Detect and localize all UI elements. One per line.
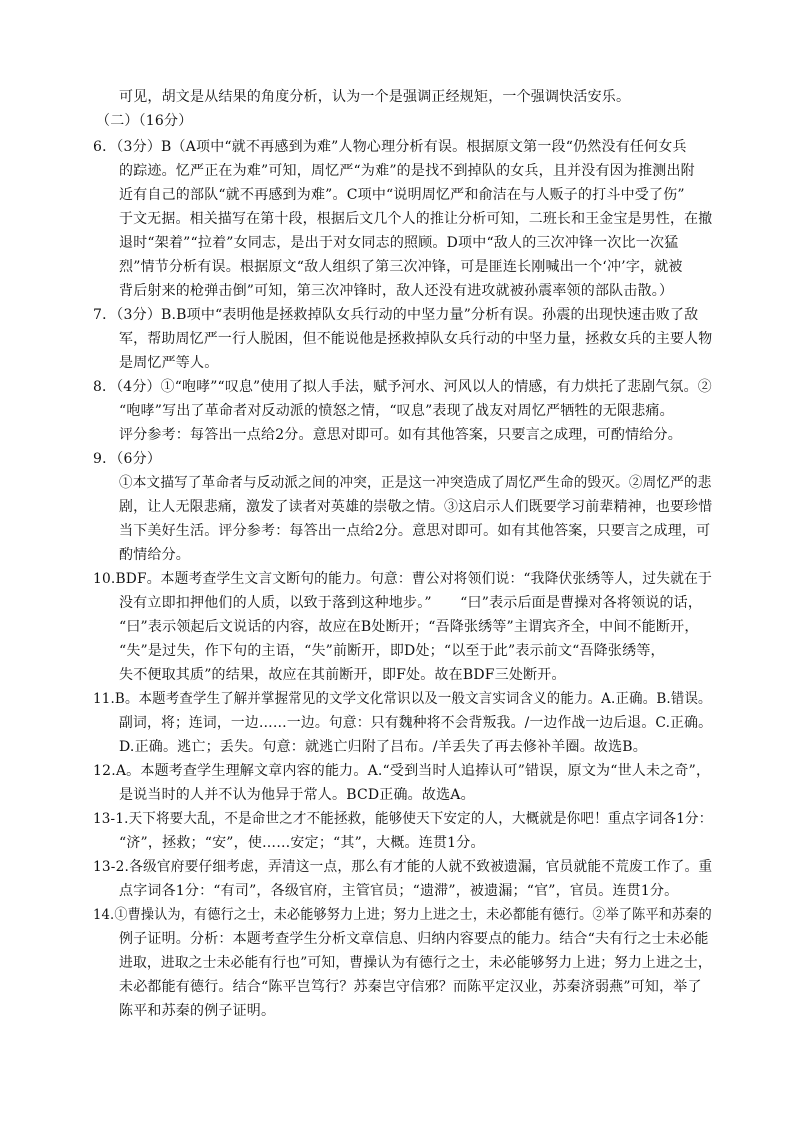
answer-9-line: ①本文描写了革命者与反动派之间的冲突，正是这一冲突造成了周忆严生命的毁灭。②周忆严的悲 [119, 475, 712, 491]
section-heading: （二）（16分） [96, 113, 193, 129]
answer-14-line: 进取，进取之士未必能有行也”可知，曹操认为有德行之士，未必能够努力上进；努力上进之士， [119, 955, 712, 971]
answer-14-line: 未必都能有德行。结合“陈平岂笃行？苏秦岂守信邪？而陈平定汉业，苏秦济弱燕”可知，举了 [119, 979, 702, 995]
answer-11-line: 11.B。本题考查学生了解并掌握常见的文学文化常识以及一般文言实词含义的能力。A.正确。B.错误。 [93, 691, 712, 707]
answer-12-line: 是说当时的人并不认为他异于常人。BCD正确。故选A。 [119, 787, 475, 803]
answer-9-line: 当下美好生活。评分参考：每答出一点给2分。意思对即可。如有其他答案，只要言之成理，可 [119, 523, 711, 539]
answer-13-1-line: “济”，拯救；“安”，使……安定；“其”，大概。连贯1分。 [119, 835, 485, 851]
answer-14-line: 陈平和苏秦的例子证明。 [119, 1003, 276, 1019]
answer-8-line: “咆哮”写出了革命者对反动派的愤怒之情，“叹息”表现了战友对周忆严牺牲的无限悲痛。 [119, 403, 674, 419]
answer-13-2-line: 点字词各1分：“有司”，各级官府，主管官员；“遗滞”，被遗漏；“官”，官员。连贯1分。 [119, 883, 679, 899]
answer-12-line: 12.A。本题考查学生理解文章内容的能力。A.“受到当时人追捧认可”错误，原文为“世人未之奇”， [93, 763, 711, 779]
answer-13-1-line: 13-1.天下将要大乱，不是命世之才不能拯救，能够使天下安定的人，大概就是你吧！重点字词各1分： [93, 811, 713, 827]
answer-7-line: 军，帮助周忆严一行人脱困，但不能说他是拯救掉队女兵行动的中坚力量，拯救女兵的主要人物 [119, 331, 713, 347]
answer-7-line: 7．（3分）B.B项中“表明他是拯救掉队女兵行动的中坚力量”分析有误。孙震的出现快速击败了敌 [93, 307, 699, 323]
answer-9-line: 酌情给分。 [119, 547, 190, 563]
text-line: 可见，胡文是从结果的角度分析，认为一个是强调正经规矩，一个强调快活安乐。 [119, 89, 631, 105]
answer-9-line: 9．（6分） [93, 451, 162, 467]
answer-13-2-line: 13-2.各级官府要仔细考虑，弄清这一点，那么有才能的人就不致被遗漏，官员就能不荒废工作了。重 [93, 859, 713, 875]
answer-6-line: 烈”情节分析有误。根据原文“敌人组织了第三次冲锋，可是匪连长刚喊出一个‘冲’字，就被 [119, 259, 683, 275]
answer-14-line: 例子证明。分析：本题考查学生分析文章信息、归纳内容要点的能力。结合“夫有行之士未必能 [119, 931, 709, 947]
answer-6-line: 退时“架着”“拉着”女同志，是出于对女同志的照顾。D项中“敌人的三次冲锋一次比一次猛 [119, 235, 679, 251]
answer-14-line: 14.①曹操认为，有德行之士，未必能够努力上进；努力上进之士，未必都能有德行。②举了陈平和苏秦的 [93, 907, 712, 923]
answer-8-line: 评分参考：每答出一点给2分。意思对即可。如有其他答案，只要言之成理，可酌情给分。 [119, 427, 682, 443]
answer-6-line: 近有自己的部队“就不再感到为难”。C项中“说明周忆严和俞洁在与人贩子的打斗中受了伤” [119, 187, 685, 203]
answer-10-line: “曰”表示领起后文说话的内容，故应在B处断开；“吾降张绣等”主谓宾齐全，中间不能断开， [119, 619, 699, 635]
answer-6-line: 背后射来的枪弹击倒”可知，第三次冲锋时，敌人还没有进攻就被孙震率领的部队击散。） [119, 283, 674, 299]
answer-6-line: 6．（3分）B（A项中“就不再感到为难”人物心理分析有误。根据原文第一段“仍然没有任何女兵 [93, 139, 687, 155]
answer-11-line: 副词，将；连词，一边……一边。句意：只有魏种将不会背叛我。/一边作战一边后退。C.正确。 [119, 715, 713, 731]
answer-7-line: 是周忆严等人。 [119, 355, 219, 371]
answer-6-line: 于文无据。相关描写在第十段，根据后文几个人的推让分析可知，二班长和王金宝是男性，在撤 [119, 211, 713, 227]
answer-9-line: 剧，让人无限悲痛，激发了读者对英雄的崇敬之情。③这启示人们既要学习前辈精神，也要珍惜 [119, 499, 713, 515]
answer-11-line: D.正确。逃亡；丢失。句意：就逃亡归附了吕布。/羊丢失了再去修补羊圈。故选B。 [119, 739, 647, 755]
answer-10-line: “失”是过失，作下句的主语，“失”前断开，即D处；“以至于此”表示前文“吾降张绣等， [119, 643, 665, 659]
answer-10-line: 没有立即扣押他们的人质，以致于落到这种地步。” “曰”表示后面是曹操对各将领说的话， [119, 595, 703, 611]
answer-10-line: 10.BDF。本题考查学生文言文断句的能力。句意：曹公对将领们说：“我降伏张绣等人，过失就在于 [93, 571, 713, 587]
answer-8-line: 8．（4分）①“咆哮”“叹息”使用了拟人手法，赋予河水、河风以人的情感，有力烘托了悲剧气氛。② [93, 379, 712, 395]
answer-10-line: 失不便取其质”的结果，故应在其前断开，即F处。故在BDF三处断开。 [119, 667, 566, 683]
answer-6-line: 的踪迹。忆严正在为难”可知，周忆严“为难”的是找不到掉队的女兵，且并没有因为推测出附 [119, 163, 695, 179]
